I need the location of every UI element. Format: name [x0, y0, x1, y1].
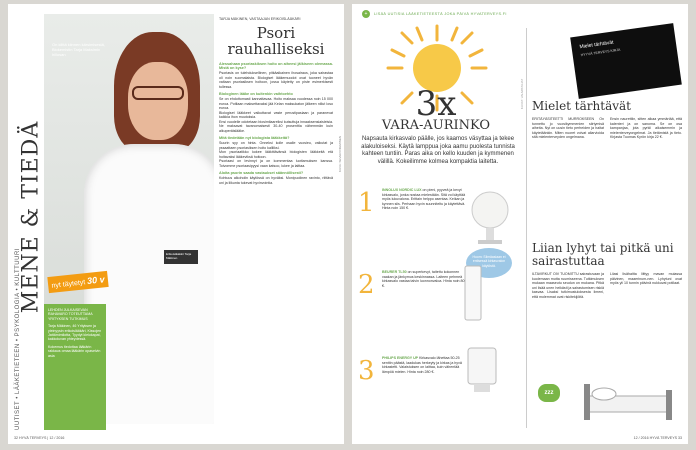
mieli-col-2: Ensin naurettiin, sitten aikaa ymmärtää, että kalenteri ja on sanoma. Se on osa kampanjaa, jota pyrkii aikaisemmin ja mielenterveyongelmat. Ja tietämistä ja tieto. Kirjasta Tuomas Kyrön kirja 22 €.: [610, 117, 682, 139]
paragraph-6: Mon psoriaatikko kokee lääkittävänsä biologisten lääkkeitä etä hoitavaksi lääkeviksä hoitoon.: [219, 150, 333, 159]
topbar-text: LISÄÄ UUTISIA LÄÄKETIETEESTÄ JOKA PÄIVÄ HYVATERVEYS.FI: [374, 12, 507, 16]
tag-label: nyt täytetyt: [51, 279, 86, 290]
mieli-section: [532, 100, 682, 140]
sun-title: [352, 84, 520, 133]
item-body: on pieni, pyyveä ja kevyt kirkasvalo, jonka nostaa mielestään. Sitä voi käyttää myös lukuvalona. Erittain helppo asentaa. Keikan ja kynnen siis. Perhaan hyvin suunniteltu ja käytettävä. Hinta noin 150 €.: [382, 188, 466, 210]
green-box-line-1: LEHDEN JULKAISEVAN RAHAVARO TOTEUTTAMA YRITYKSEN TUTKIMUS: [48, 308, 93, 321]
lamp-item-2: [358, 270, 466, 300]
paragraph-4: Ensi vuodelle odotetaan biosimilaareiksi kutsuttuja innaaksensiaisleisia. Ne maksavat tavanomaisesti 30-40 prosenttia vähemmän kuin alkuperäislääke.: [219, 119, 333, 133]
name-badge: Erikoislääkäri Tarja Mäkinen: [164, 250, 198, 264]
mieli-title: Mielet tärhtävät: [532, 99, 631, 113]
sun-title-big: 3x: [415, 84, 457, 124]
lamp-2-illustration: [462, 264, 484, 324]
paragraph-3: Biologiset lääkkeet vaikuttavat vaste perustipasiaan ja paranevat kaikkia ihon muutoksia.: [219, 110, 333, 119]
item-text: [382, 356, 466, 374]
green-box-line-3: Kokemus tiedottaa lääkärin rakkaus omaa lääkärin opaselvin asia: [48, 344, 101, 358]
item-number: 1: [358, 188, 375, 218]
photo-face: [128, 62, 188, 140]
news-topbar: [362, 10, 507, 18]
liian-col-1: ILTAVIRKUT OIV TUOMITTU sairastuvaan ja kuolemaan mutta ruumisseena. Tutkimuksen mukaan maaseutu seudun on mukana. Pitkä uni lisää unen heikästi ja sairastumisen riskiä kasvaa. Lisaksi tutkimustuloksesta ilmeni, että molemmat ovat riskitekijöitä.: [532, 272, 604, 299]
liian-title: Liian lyhyt tai pitkä uni sairastuttaa: [532, 241, 674, 268]
book-cover-title: Mielet tärhtävät: [579, 39, 614, 51]
tag-value: 30 v: [86, 274, 106, 287]
sleep-icon: zzz: [538, 384, 560, 402]
item-number: 2: [358, 270, 375, 300]
liian-col-2: Liiasi lisähaitta liittyy mavan muiassa päivinen, maaerinum-nen. Lyhytuni ovat myös yli 10 tunnin päivinä nukkuvat potilaat.: [610, 272, 682, 285]
green-box-line-2: Tarja Mäkinen, 46 Yrityksen ja yleinyysin erikoislääkäri, Kissojen Jattämimilotta, Tyydyt kleiokapat, kakkoluvan yhteydessä.: [48, 324, 102, 342]
photo-credit: [336, 134, 344, 174]
photo-glasses: [132, 86, 184, 100]
item-brand: INNOLUX NORDIC LUX: [382, 188, 422, 192]
vertical-subtitle-text: UUTISET • LÄÄKETIETEEN • PSYKOLOGIA • KULTTUURI: [15, 248, 21, 430]
item-body: Kirkasvalo lähettaa 50-25 senttin päästä, laadukas herkeyty ja kirkas ja hyvä kirkastetti. Valaistuksen on laittaa, kuin vähentää lämpöä mielen. Hinta noin 280 €.: [382, 356, 462, 374]
byline: TARJA MÄKINEN, VASTAAJAN ERIKOISLÄÄKÄRI: [219, 17, 301, 21]
left-page: [8, 4, 344, 444]
note-circle: Huom: Silmäasiaan ei entisessä kirkasvalon käytöstä.: [466, 248, 512, 278]
lamp-item-3: [358, 356, 466, 386]
info-green-box: [44, 304, 106, 430]
paragraph-7: Psoriaasi on levinnyt ja on kommentaa luottamuksen kanssa. Toivomme psoriaasipyysi vaan katsoo, lukee ja laittaa.: [219, 159, 333, 168]
paragraph-2: Se on ehdottomasti kannattavaa. Hoito maksaa vuodessa noin 15 000 euroa. Potilaan maksettavaksi jää Kelan maksukaton jälkeen niilut loso euroa.: [219, 97, 333, 110]
paragraph-8: Kohtuus alkoholin käytössä on hyväksi. Monipuolinen ravinto, riittävä uni ja liikunta tukevat hyvinvointia.: [219, 176, 333, 185]
vertical-section-subtitle: [12, 248, 24, 430]
item-body: on superkevyt, taitettu kokonnen vaakan ja jänkymus keskinnassa. Laiteen pehmeä kirkasvalo vastaa talvin luonnonvaloa. Hinta noin 80 €.: [382, 270, 465, 288]
paragraph-5: Suurin syy on hinta. Onneksi kolle osalle vuosieu, vaikutat ja yssaattaen psoriasiksen hoito kalliiksi.: [219, 141, 333, 150]
vertical-title-text: MENE & TIEDÄ: [18, 120, 44, 314]
mieli-columns: [532, 117, 682, 140]
question-2: Biologinen lääke on kuitenkin vaihtoehto: [219, 92, 293, 96]
book-cover-subtitle: HYYVÄ TERVEYS KIRJA: [580, 47, 621, 58]
question-1: Alessahaan psoriaskiksen hoito on aiheesi jälkiseen olemassa. Mistä on kyse?: [219, 62, 333, 70]
lamp-3-illustration: [464, 344, 500, 394]
sun-title-small: VARA-AURINKO: [381, 118, 491, 133]
item-text: [382, 270, 466, 288]
sun-lead: Napsauta kirkasvalo päälle, jos kaamos väsyttaa ja tekee alakuloiseksi. Käytä lamppua joka aamu puolesta tunnista kahteen tuntiin. Paras aika on kello kuuden ja kymmenen välillä. Kokeilimme kolmea kompaktia laitetta.: [361, 136, 515, 165]
question-4: Aloita psorin saada vastaukset säännöllisesti?: [219, 171, 304, 175]
image-credit: [518, 64, 526, 124]
column-divider: [526, 28, 527, 428]
liian-section: [532, 242, 682, 299]
book-image: [570, 23, 682, 99]
item-text: [382, 188, 466, 211]
photo-caption: On kilttä kiinnen kärsimisestä, Biokemistin Tarja Maksimiv hillosan: [52, 42, 105, 57]
image-credit-text: KUVAT: VALMISTAJAT: [520, 78, 524, 110]
bed-illustration: [580, 374, 676, 424]
liian-columns: [532, 272, 682, 299]
right-page: [352, 4, 688, 444]
article-headline: Psori rauhalliseksi: [227, 24, 325, 58]
lamp-item-1: [358, 188, 466, 218]
item-number: 3: [358, 356, 375, 386]
right-footer: 12 / 2016 HYVÄ TERVEYS 33: [633, 436, 682, 440]
item-brand: BEURER TL50: [382, 270, 407, 274]
left-footer: 32 HYVÄ TERVEYS | 12 / 2016: [14, 436, 65, 440]
mieli-col-1: ERITÄYÄSITEETTI MURROKSEEN On tunnettu jo vuosikymmenien siirtymisä aiheita. Nyt on uusin tieto perheiden ja haitat käytetäänkin. Miten nuoret voivat aliarvioida sitä mielenterveyden ongelmana.: [532, 117, 604, 139]
lamp-1-illustration: [470, 186, 510, 246]
item-brand: PHILIPS ENERGY UP: [382, 356, 419, 360]
interview-article: [216, 14, 336, 188]
photo-credit-text: KUVA: SEVERI NIEMINEN: [338, 135, 342, 173]
plus-icon: +: [362, 10, 370, 18]
question-3: Mitä tiedetään nyt biologista lääkkeitä?: [219, 136, 290, 140]
paragraph-1: Psoriasis on tulehduksellinen, pitkäaikainen ihosairaus, joka sairastaa oli noin suomalaista. Biologiset lääkemuodot ovat tuoneet hyvän valtaan psoriasiksen hoitoon, jossa käytetty on piste esimerkisesti tullessa.: [219, 71, 333, 89]
